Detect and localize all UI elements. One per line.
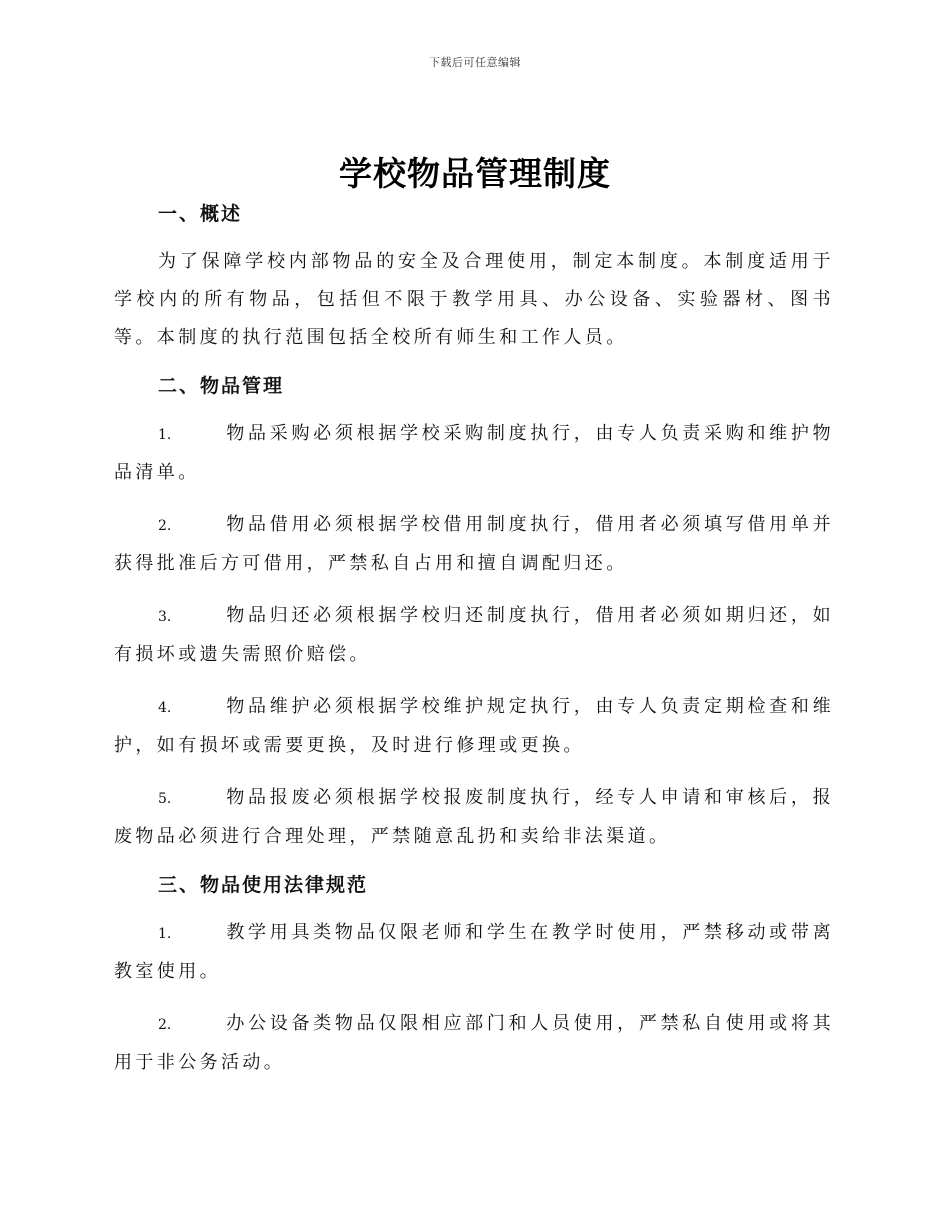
list-item-number: 5. <box>158 791 172 807</box>
list-item <box>114 1005 834 1082</box>
overview-paragraph: 为了保障学校内部物品的安全及合理使用，制定本制度。本制度适用于学校内的所有物品，包括但不限于教学用具、办公设备、实验器材、图书等。本制度的执行范围包括全校所有师生和工作人员。 <box>114 251 834 348</box>
list-item-number: 1. <box>158 427 172 443</box>
list-item <box>114 506 834 583</box>
header-note: 下载后可任意编辑 <box>429 56 521 69</box>
list-item <box>114 597 834 674</box>
list-item <box>114 779 834 856</box>
list-item-text: 物品归还必须根据学校归还制度执行，借用者必须如期归还，如有损坏或遗失需照价赔偿。 <box>114 605 834 665</box>
list-item-number: 1. <box>158 926 172 942</box>
list-item <box>114 914 834 991</box>
section-heading-overview: 一、概述 <box>158 203 243 225</box>
list-item-text: 物品维护必须根据学校维护规定执行，由专人负责定期检查和维护，如有损坏或需要更换，及时进行修理或更换。 <box>114 696 834 756</box>
section-heading-management: 二、物品管理 <box>158 375 285 397</box>
list-item <box>114 688 834 765</box>
list-item-text: 物品报废必须根据学校报废制度执行，经专人申请和审核后，报废物品必须进行合理处理，严禁随意乱扔和卖给非法渠道。 <box>114 787 834 847</box>
list-item-text: 办公设备类物品仅限相应部门和人员使用，严禁私自使用或将其用于非公务活动。 <box>114 1013 834 1073</box>
list-item-text: 物品采购必须根据学校采购制度执行，由专人负责采购和维护物品清单。 <box>114 423 834 483</box>
list-item <box>114 415 834 492</box>
section-heading-legal-norms: 三、物品使用法律规范 <box>158 874 369 896</box>
list-item-text: 教学用具类物品仅限老师和学生在教学时使用，严禁移动或带离教室使用。 <box>114 922 834 982</box>
list-item-number: 2. <box>158 1017 172 1033</box>
document-title: 学校物品管理制度 <box>339 154 611 193</box>
list-item-number: 2. <box>158 518 172 534</box>
document-body <box>114 198 834 1082</box>
list-item-text: 物品借用必须根据学校借用制度执行，借用者必须填写借用单并获得批准后方可借用，严禁私自占用和擅自调配归还。 <box>114 514 834 574</box>
list-item-number: 4. <box>158 700 172 716</box>
list-item-number: 3. <box>158 609 172 625</box>
